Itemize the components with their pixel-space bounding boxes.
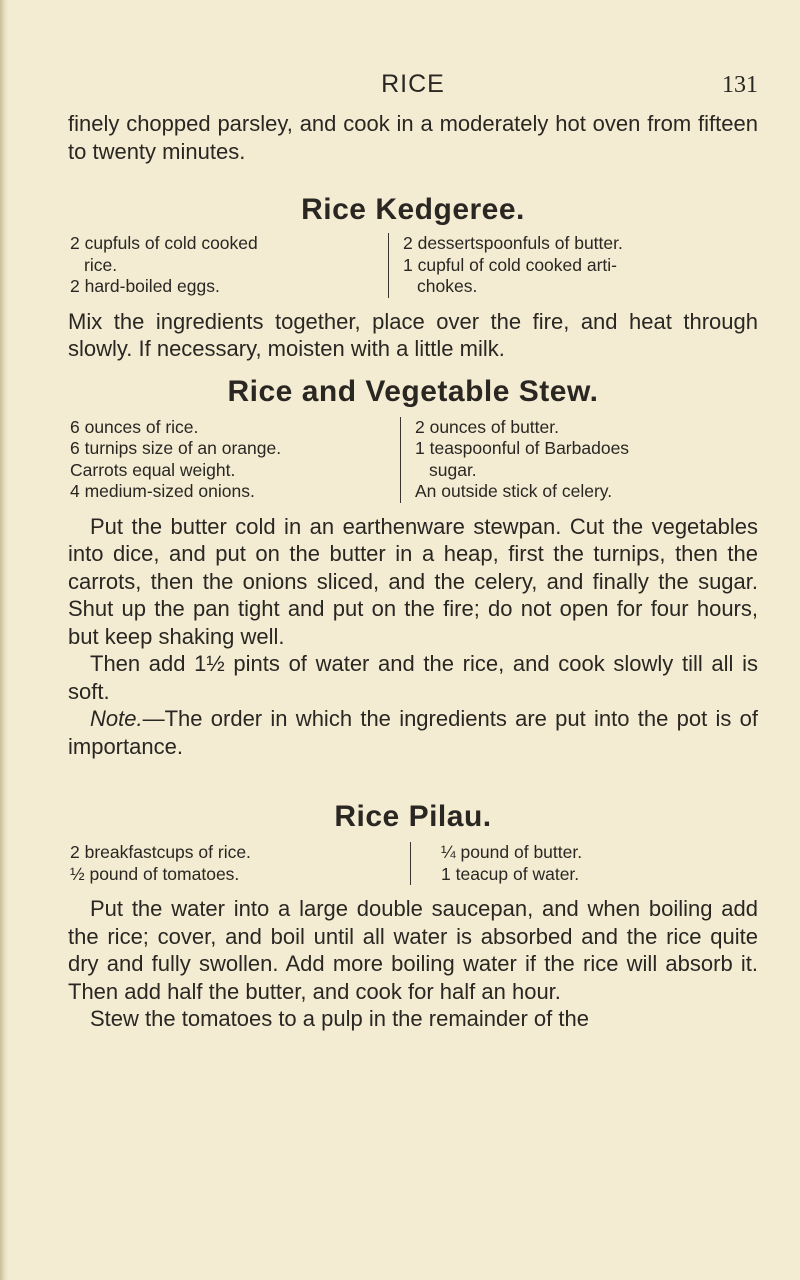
- page-edge: [0, 0, 8, 1280]
- ingredients-pilau: [70, 842, 758, 885]
- ingredient-item: 6 turnips size of an orange.: [70, 438, 282, 458]
- note-paragraph: [68, 705, 758, 760]
- book-page: [68, 70, 758, 1033]
- ingredients-right-column: [389, 233, 623, 298]
- recipe-title-pilau: Rice Pilau.: [334, 800, 492, 833]
- ingredients-left-column: [70, 842, 411, 885]
- ingredient-item: 2 cupfuls of cold cooked: [70, 233, 258, 253]
- ingredient-item: 1 cupful of cold cooked arti-: [403, 254, 618, 275]
- method-paragraph: Stew the tomatoes to a pulp in the remainder of the: [90, 1006, 589, 1031]
- method-paragraph: Then add 1½ pints of water and the rice, and cook slowly till all is soft.: [68, 651, 758, 704]
- ingredient-item: 2 hard-boiled eggs.: [70, 276, 220, 296]
- running-head: [68, 70, 758, 110]
- note-label: Note.: [90, 706, 143, 731]
- ingredient-item: 1 teaspoonful of Barbadoes: [415, 438, 630, 458]
- ingredients-left-column: [70, 233, 389, 298]
- running-title: RICE: [381, 70, 445, 98]
- ingredient-item: 6 ounces of rice.: [70, 416, 199, 437]
- recipe-title-kedgeree: Rice Kedgeree.: [301, 193, 525, 226]
- method-paragraph: Put the water into a large double saucepan, and when boiling add the rice; cover, and boil until all water is absorbed and the rice quite dry and fully swollen. Add more boiling water if the rice will absorb it. Then add half the butter, and cook for half an hour.: [68, 896, 758, 1004]
- note-text: —The order in which the ingredients are put into the pot is of importance.: [68, 706, 758, 759]
- ingredient-item: ½ pound of tomatoes.: [70, 863, 240, 884]
- ingredients-right-column: [401, 417, 629, 503]
- intro-paragraph: finely chopped parsley, and cook in a moderately hot oven from fifteen to twenty minutes.: [68, 111, 758, 164]
- ingredient-item: 4 medium-sized onions.: [70, 481, 255, 501]
- recipe-title-vegetable-stew: Rice and Vegetable Stew.: [227, 374, 599, 408]
- ingredient-item: ¼ pound of butter.: [441, 842, 583, 862]
- ingredient-item: sugar.: [429, 459, 477, 480]
- ingredient-item: chokes.: [417, 276, 478, 296]
- ingredient-item: 1 teacup of water.: [441, 863, 580, 884]
- ingredients-left-column: [70, 417, 401, 503]
- ingredient-item: 2 dessertspoonfuls of butter.: [403, 233, 623, 253]
- ingredient-item: An outside stick of celery.: [415, 481, 613, 501]
- ingredients-kedgeree: [70, 233, 758, 298]
- ingredient-item: Carrots equal weight.: [70, 459, 236, 480]
- method-paragraph: Put the butter cold in an earthenware stewpan. Cut the vegetables into dice, and put on the butter in a heap, first the turnips, then the carrots, then the onions sliced, and the celery, and finally the sugar. Shut up the pan tight and put on the fire; do not open for four hours, but keep shaking well.: [68, 513, 758, 649]
- ingredient-item: 2 breakfastcups of rice.: [70, 842, 251, 862]
- page-number: 131: [722, 72, 758, 98]
- ingredient-item: 2 ounces of butter.: [415, 416, 559, 437]
- ingredient-item: rice.: [84, 254, 118, 275]
- ingredients-right-column: [411, 842, 582, 885]
- ingredients-vegetable-stew: [70, 417, 758, 503]
- method-paragraph: Mix the ingredients together, place over the fire, and heat through slowly. If necessary, moisten with a little milk.: [68, 308, 758, 361]
